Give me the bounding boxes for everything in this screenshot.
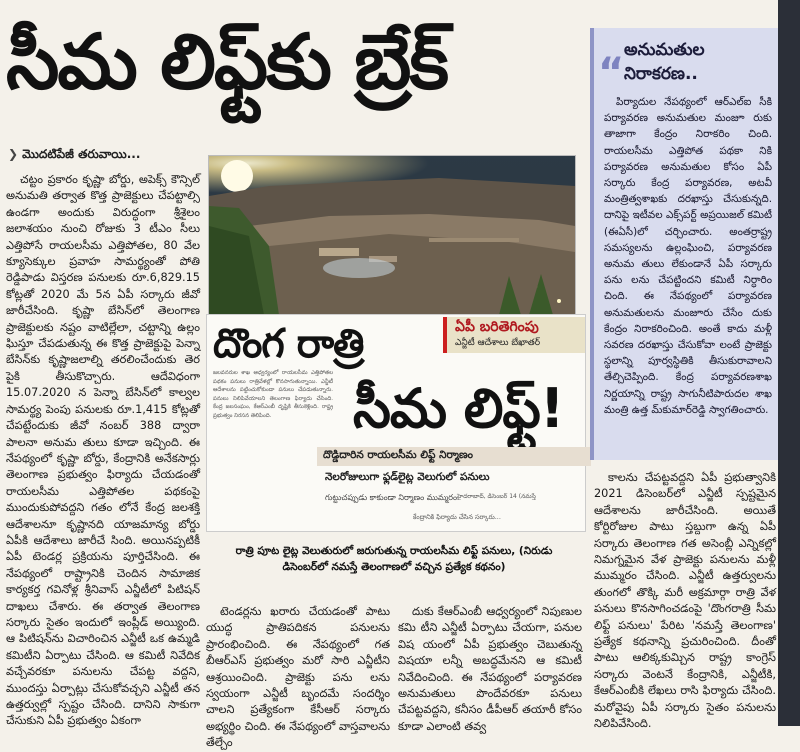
article-column-4-text: కాలను చేపట్టవద్దని ఏపీ ప్రభుత్వానికి 2021 డిసెంబర్‌లో ఎన్జీటీ స్పష్టమైన ఆదేశాలను జారీచేసింది. అయితే కోర్టిరోజుల పాటు స్తబ్దుగా ఉన్న ఏపీ సర్కారు తెలంగాణ గత అసెంబ్లీ ఎన్నికల్లో నిమగ్నమైన వేళ ప్రాజెక్టు పనులను మళ్లీ ముమ్మరం చేసింది. ఎన్జీటీ ఉత్తర్వులను తుంగలో తొక్కి మరీ అక్రమార్గా రాత్రి వేళ పనులు కొనసాగించడంపై 'దొంగరాత్రి సీమ లిఫ్ట్ పనులు' పేరిట 'నమస్తే తెలంగాణ' ప్రత్యేక కథనాన్ని ప్రచురించింది. దీంతో పాటు ఆలిక్కకుమ్చిన రాష్ట్ర కాంగ్రెస్ సర్కారు వెంటనే కేంద్రానికి, ఎన్జీటీకి, కేఆర్ఎంబీకి లేఖలు రాసి ఫిర్యాదు చేసింది. మరోవైపు ఏపీ సర్కారు సైతం పనులను నిలిపివేసింది. — [594, 471, 776, 731]
quote-mark-icon: “ — [598, 50, 625, 96]
clipping-small-text: జలవనరుల శాఖ ఆధ్వర్యంలో రాయలసీమ ఎత్తిపోతల పథకం పనులు రాత్రివేళల్లో కొనసాగుతున్నాయి. ఎన్జీటీ ఆదేశాలను పట్టించుకోకుండా పనులు చేపడుతున్నారు. పనులు నిలిపివేయాలని తెలంగాణ ఫిర్యాదు చేసింది. కేంద్ర జలసంఘం, కేఆర్ఎంబీ దృష్టికి తీసుకెళ్లింది. రాష్ట్ర ప్రభుత్వం నిరసన తెలిపింది. — [213, 370, 333, 419]
sidebar-box — [590, 28, 782, 460]
clipping-tag-subtitle: ఎన్జీటీ ఆదేశాలు బేఖాతర్ — [455, 338, 541, 348]
article-column-2-text: టెండర్లను ఖరారు చేయడంతో పాటు యుద్ధ ప్రాతిపదికన పనులను ప్రారంభించింది. ఈ నేపథ్యంలో గత బీఆర్ఎస్ ప్రభుత్వం మరో సారి ఎన్జీటీని ఆశ్రయించింది. ప్రాజెక్టు పను లను స్వయంగా ఎన్జీటీ బృందమే సందర్శిం చాలని ప్రత్యేకంగా కేసీఆర్ సర్కారు అభ్యర్థిం చింది. ఈ నేపథ్యంలో వాస్తవాలను తేల్చేం — [206, 605, 390, 750]
clipping-fragment-2: హైదరాబాద్, డిసెంబర్ 14 (నమస్తే — [457, 493, 536, 500]
article-column-3 — [398, 604, 582, 733]
article-column-1 — [6, 172, 200, 728]
sidebar-title: అనుమతుల నిరాకరణ.. — [624, 40, 705, 84]
clipping-subheading-2: నెలరోజులుగా ఫ్లడ్‌లైట్ల వెలుగులో పనులు — [325, 471, 490, 483]
clipping-tag-title: ఏపీ బరితెగింపు — [455, 319, 539, 335]
article-column-2 — [206, 604, 390, 750]
clipping-subheading-1: దొడ్డిదారిన రాయలసీమ లిఫ్ట్ నిర్మాణం — [317, 447, 591, 466]
chevron-right-icon: ❯ — [8, 147, 19, 161]
previous-story-clipping — [206, 314, 586, 532]
night-floodlight-quarry-image — [209, 156, 575, 315]
kicker-label: మొదటిపేజీ తరువాయి... — [22, 147, 141, 161]
clipping-fragment-3: కేంద్రానికి ఫిర్యాదు చేసిన సర్కారు... — [413, 513, 501, 521]
construction-site-photo — [208, 155, 576, 316]
clipping-headline-part-1: దొంగ రాత్రి — [213, 321, 364, 367]
sidebar-body-text: పిర్యాదుల నేపథ్యంలో ఆర్ఎల్ఐ సీకి పర్యావరణ అనుమతుల మంజూ రుకు తాజాగా కేంద్రం నిరాకరిం చింది. రాయలసీమ ఎత్తిపోత పథకా నికి పర్యావరణ అనుమతుల కోసం ఏపీ సర్కారు కేంద్ర పర్యావరణ, అటవీ మంత్రిత్వశాఖకు దరఖాస్తు చేసుకున్నది. దానిపై ఇటీవల ఎక్స్‌పర్ట్ అప్రయిజల్ కమిటీ (ఈఏసీ)లో చర్చించారు. అంతర్రాష్ట్ర సమస్యలను ఉల్లంఘించి, పర్యావరణ అనుమ తులు లేకుండానే ఏపీ సర్కారు పను లను చేపట్టిందని కమిటీ నిర్ధారిం చింది. ఈ నేపథ్యంలో పర్యావరణ అనుమతులను మంజూరు చేసేం దుకు కేంద్రం నిరాకరించింది. అంతే కాదు మళ్లీ సవరణ దరఖాస్తు చేసుకోవా లంటే ప్రాజెక్టు స్థలాన్ని పూర్వస్థితికి తీసుకురావాలని తేల్చిచెప్పింది. కేంద్ర పర్యావరణశాఖ నిర్ణయాన్ని రాష్ట్ర సాగునీటిపారుదల శాఖ మంత్రి ఉత్త మ్‌కుమార్‌రెడ్డి స్వాగతించారు. — [604, 96, 772, 416]
clipping-tag-box — [443, 317, 585, 353]
article-column-4 — [594, 470, 776, 731]
article-column-1-text: చట్టం ప్రకారం కృష్ణా బోర్డు, అపెక్స్ కౌన్సిల్ అనుమతి తర్వాత కొత్త ప్రాజెక్టులు చేపట్టాల్సి ఉండగా అందుకు విరుద్ధంగా శ్రీశైలం జలాశయం నుంచి రోజుకు 3 టీఎం సీలు ఎత్తిపోసే రాయలసీమ ఎత్తిపోతల, 80 వేల క్యూసెక్కుల ప్రవాహ సామర్థ్యంతో పోతి రెడ్డిపాడు విస్తరణ పనులకు రూ.6,829.15 కోట్లతో 2020 మే 5న ఏపీ సర్కారు జీవో జారీచేసింది. కృష్ణా బేసిన్‌లో తెలంగాణ ప్రాజెక్టులకు నష్టం వాటిల్లేలా, చట్టాన్ని ఉల్లం ఘిస్తూ చేపడుతున్న ఈ కొత్త ప్రాజెక్టుపై పెన్నా బేసిన్‌కు కృష్ణాజలాల్ని తరలించేందుకు తెర పైకి తీసుకొచ్చారు. ఆదేవిధంగా 15.07.2020 న పెన్నా బేసిన్‌లో కాల్వల సామర్థ్య పెంపు పనులకు రూ.1,415 కోట్లతో చేపట్టేందుకు జీవో నంబర్ 388 ద్వారా పాలనా అనుమ తులు కూడా ఇచ్చింది. ఈ నేపథ్యంలో కృష్ణా బోర్డు, కేంద్రానికి అనేకసార్లు తెలంగాణ ప్రభుత్వం ఫిర్యాదు చేయడంతో రాయలసీమ ఎత్తిపోతల పథకంపై ముందుకుపోవద్దని గతం లోనే కేంద్ర జలశక్తి ఆదేశాలనూ కృష్ణానది యాజమాన్య బోర్డు ఏపీకి ఆదేశాలు జారీచే సింది. అయినప్పటికీ ఏపీ టెండర్ల ప్రక్రియను పూర్తిచేసింది. ఈ నేపథ్యంలో రాష్ట్రానికి చెందిన సామాజిక కార్యకర్త గవినోళ్ల శ్రీనివాస్ ఎన్జీటీలో పిటిషన్ దాఖలు చేశారు. ఈ తర్వాత తెలంగాణ సర్కారు సైతం ఇందులో ఇంప్లీడ్ అయ్యింది. ఆ పిటిషన్‌ను విచారించిన ఎన్జీటీ ఒక ఉమ్మడి కమిటీని ఏర్పాటు చేసింది. ఆ కమిటీ నివేదిక వచ్చేవరకూ పనులను చేపట్ట వద్దని, ముందస్తు ఏర్పాట్లు చేసుకోవచ్చని ఎన్జీటీ తన ఉత్తర్వుల్లో స్పష్టం చేసింది. దానిని సాకుగా చేసుకుని ఏపీ ప్రభుత్వం ఏకంగా — [6, 173, 200, 728]
adjacent-page-edge — [778, 0, 800, 726]
continued-from-front-page — [8, 147, 140, 164]
article-column-3-text: దుకు కేఆర్ఎంబీ ఆధ్వర్యంలో నిపుణుల కమి టీని ఎన్జీటీ ఏర్పాటు చేయగా, పనుల విష యంలో ఏపీ ప్రభుత్వం చెబుతున్న విషయా లన్నీ అబద్ధమేనని ఆ కమిటీ నివేదించింది. ఈ నేపథ్యంలో పర్యావరణ అనుమతులు పొందేవరకూ పనులు చేపట్టవద్దని, కనీసం డీపీఆర్ తయారీ కోసం కూడా ఎలాంటి తవ్వ — [398, 605, 582, 733]
headline: సీమ లిఫ్ట్‌కు బ్రేక్ — [6, 17, 448, 106]
photo-caption: రాత్రి పూట లైట్ల వెలుతురులో జరుగుతున్న రాయలసీమ లిఫ్ట్ పనులు, (నిరుడు డిసెంబర్‌లో నమస్తే తెలంగాణలో వచ్చిన ప్రత్యేక కథనం) — [235, 545, 553, 573]
clipping-headline-part-2: సీమ లిఫ్ట్! — [353, 377, 564, 440]
clipping-fragment-1: గుట్టుచప్పుడు కాకుండా నిర్మాణం ముమ్మరం — [325, 493, 458, 502]
sidebar-body — [604, 94, 772, 418]
